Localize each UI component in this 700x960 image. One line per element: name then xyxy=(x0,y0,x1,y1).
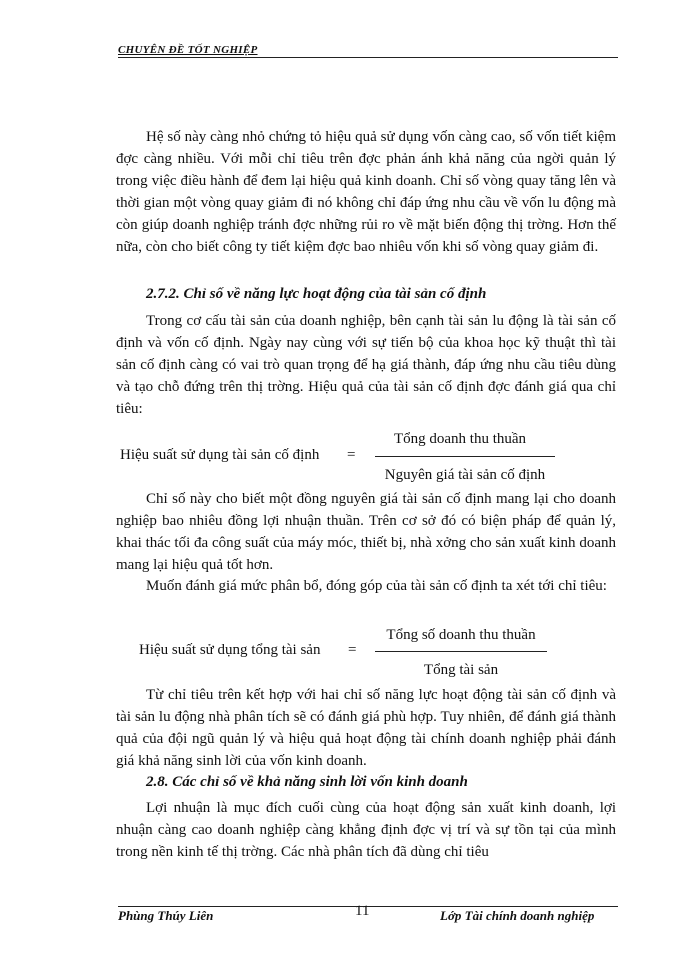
formula-2-denominator: Tổng tài sản xyxy=(423,662,499,678)
formula-2-numerator: Tổng số doanh thu thuần xyxy=(386,627,536,643)
paragraph-2 xyxy=(116,310,616,420)
formula-1-equals: = xyxy=(347,447,356,463)
section-heading-2-8: 2.8. Các chỉ số về khả năng sinh lời vốn kinh doanh xyxy=(146,774,468,790)
paragraph-6 xyxy=(116,797,616,863)
running-header: CHUYÊN ĐỀ TỐT NGHIỆP xyxy=(118,44,258,56)
formula-2-fraction-bar xyxy=(375,651,547,652)
formula-2-equals: = xyxy=(348,642,357,658)
paragraph-1 xyxy=(116,126,616,258)
paragraph-text: Lợi nhuận là mục đích cuối cùng của hoạt động sản xuất kinh doanh, lợi nhuận càng cao doanh nghiệp càng khẳng định đợc vị trí và sự tồn tại của mình trong nền kinh tế thị trờng. Các nhà phân tích đã dùng chỉ tiêu xyxy=(116,800,616,860)
formula-1-fraction-bar xyxy=(375,456,555,457)
paragraph-text: Từ chỉ tiêu trên kết hợp với hai chỉ số năng lực hoạt động tài sản cố định và tài sản lu động nhà phân tích sẽ có đánh giá phù hợp. Tuy nhiên, để đánh giá thành quả của đội ngũ quản lý và hiệu quả hoạt động tài chính doanh nghiệp phải đánh giá khả năng sinh lời của vốn kinh doanh. xyxy=(116,687,616,769)
formula-1-numerator: Tổng doanh thu thuần xyxy=(393,431,527,447)
footer-class-name: Lớp Tài chính doanh nghiệp xyxy=(440,908,595,923)
paragraph-text: Chỉ số này cho biết một đồng nguyên giá tài sản cố định mang lại cho doanh nghiệp bao nhiêu đồng lợi nhuận thuần. Trên cơ sở đó có biện pháp để quản lý, khai thác tối đa công suất của máy móc, thiết bị, nhà xởng cho sản xuất kinh doanh mang lại hiệu quả tốt hơn. xyxy=(116,491,616,573)
paragraph-text: Hệ số này càng nhỏ chứng tỏ hiệu quả sử dụng vốn càng cao, số vốn tiết kiệm đợc càng nhiều. Với mỗi chỉ tiêu trên đợc phản ánh khả năng của ngời quản lý trong việc điều hành để đem lại hiệu quả kinh doanh. Chỉ số vòng quay tăng lên và thời gian một vòng quay giảm đi nó không chỉ đáp ứng nhu cầu về vốn lu động mà còn giúp doanh nghiệp tránh đợc những rủi ro về mặt biến động thị trờng. Hơn thế nữa, còn cho biết công ty tiết kiệm đợc bao nhiêu vốn khi số vòng quay giảm đi. xyxy=(116,129,616,255)
paragraph-3 xyxy=(116,488,616,576)
paragraph-text: Muốn đánh giá mức phân bổ, đóng góp của tài sản cố định ta xét tới chỉ tiêu: xyxy=(146,578,607,594)
footer-author: Phùng Thúy Liên xyxy=(118,908,214,923)
header-divider xyxy=(118,57,618,58)
paragraph-5 xyxy=(116,684,616,772)
formula-1-denominator: Nguyên giá tài sản cố định xyxy=(384,467,546,483)
formula-1-label: Hiệu suất sử dụng tài sản cố định xyxy=(120,447,320,463)
formula-2-label: Hiệu suất sử dụng tổng tài sản xyxy=(139,642,321,658)
page-number: 11 xyxy=(355,903,370,919)
section-heading-2-7-2: 2.7.2. Chỉ số về năng lực hoạt động của tài sản cố định xyxy=(146,286,487,302)
paragraph-text: Trong cơ cấu tài sản của doanh nghiệp, bên cạnh tài sản lu động là tài sản cố định và vốn cố định. Ngày nay cùng với sự tiến bộ của khoa học kỹ thuật thì tài sản cố định càng có vai trò quan trọng để hạ giá thành, đáp ứng nhu cầu tiêu dùng và tạo chỗ đứng trên thị trờng. Hiệu quả của tài sản cố định đợc đánh giá qua chỉ tiêu: xyxy=(116,313,616,417)
paragraph-4 xyxy=(116,575,616,597)
